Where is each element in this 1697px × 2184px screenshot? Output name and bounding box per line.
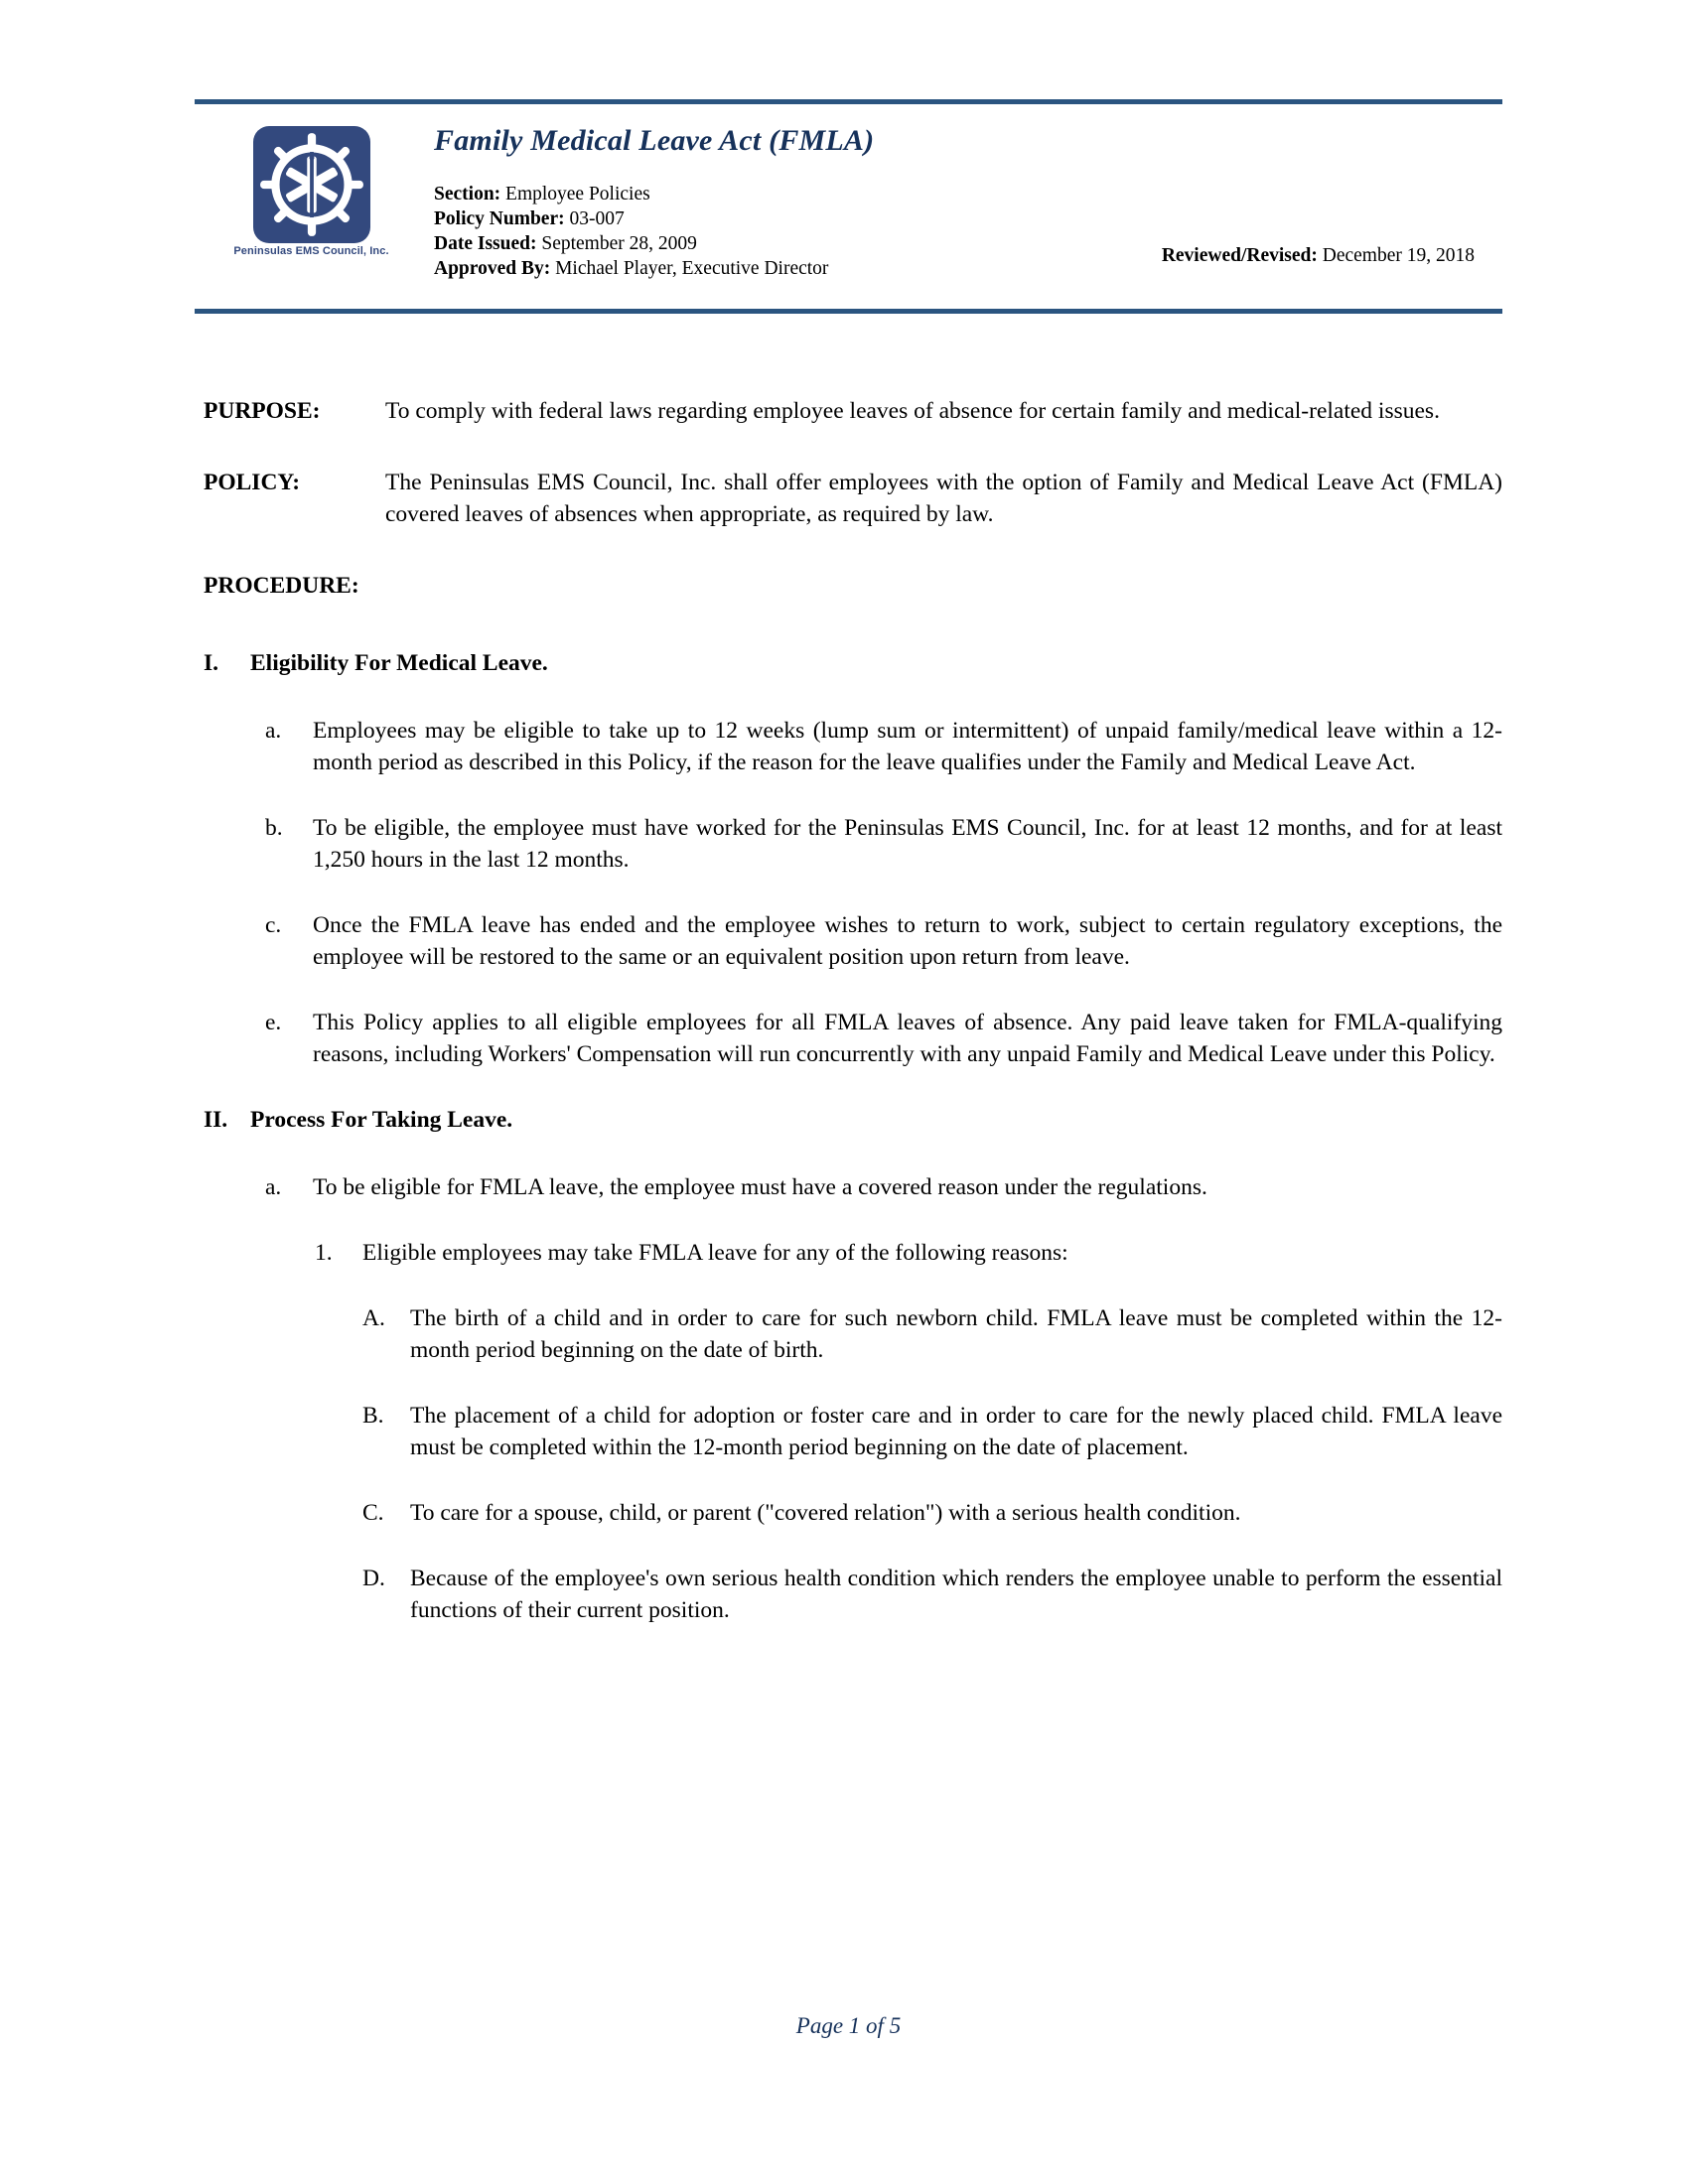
policy-label: POLICY: xyxy=(204,470,301,495)
list-item-2a1 xyxy=(315,1237,1504,1269)
header-bottom-rule xyxy=(195,309,1502,314)
procedure-heading: PROCEDURE: xyxy=(204,573,359,599)
section-1-title: Eligibility For Medical Leave. xyxy=(250,650,548,676)
section-heading-2 xyxy=(204,1104,1504,1136)
list-item-D-text: Because of the employee's own serious health condition which renders the employee unable to perform the essential functions of their current position. xyxy=(410,1566,1502,1623)
list-item-1b-marker: b. xyxy=(265,815,283,841)
logo-caption: Peninsulas EMS Council, Inc. xyxy=(233,245,389,257)
list-item-2a-marker: a. xyxy=(265,1174,282,1200)
list-item-A-text: The birth of a child and in order to care for such newborn child. FMLA leave must be completed within the 12-month period beginning on the date of birth. xyxy=(410,1305,1502,1363)
document-header xyxy=(195,99,1502,314)
page-footer: Page 1 of 5 xyxy=(795,2013,902,2038)
meta-section-value: Employee Policies xyxy=(505,184,650,205)
policy-text: The Peninsulas EMS Council, Inc. shall offer employees with the option of Family and Medical Leave Act (FMLA) covered leaves of absences when appropriate, as required by law. xyxy=(385,470,1502,527)
section-heading-1 xyxy=(204,647,1504,679)
list-item-B-marker: B. xyxy=(362,1403,384,1429)
header-content xyxy=(195,104,1502,309)
list-item-2a xyxy=(265,1171,1504,1203)
meta-policy-number-value: 03-007 xyxy=(569,208,625,229)
policy-section xyxy=(204,467,1504,530)
list-item-A-marker: A. xyxy=(362,1305,385,1331)
organization-logo xyxy=(224,120,398,257)
list-item-D-marker: D. xyxy=(362,1566,385,1591)
ships-wheel-star-of-life-icon xyxy=(253,126,370,243)
meta-policy-number-label: Policy Number: xyxy=(434,208,565,229)
meta-reviewed-revised-value: December 19, 2018 xyxy=(1322,245,1475,266)
list-item-1a-marker: a. xyxy=(265,718,282,744)
list-item-1a xyxy=(265,715,1504,778)
list-item-1e-text: This Policy applies to all eligible employees for all FMLA leaves of absence. Any paid leave taken for FMLA-qualifying reasons, including Workers' Compensation will run concurrently with any unpaid Family and Medical Leave under this Policy. xyxy=(313,1010,1502,1067)
meta-date-issued-value: September 28, 2009 xyxy=(541,233,697,254)
meta-reviewed-revised xyxy=(1162,245,1475,267)
list-item-B xyxy=(362,1400,1504,1463)
list-item-2a-text: To be eligible for FMLA leave, the employee must have a covered reason under the regulations. xyxy=(313,1174,1207,1200)
list-item-1b-text: To be eligible, the employee must have worked for the Peninsulas EMS Council, Inc. for at least 12 months, and for at least 1,250 hours in the last 12 months. xyxy=(313,815,1502,873)
meta-approved-by-value: Michael Player, Executive Director xyxy=(555,258,829,279)
list-item-2a1-text: Eligible employees may take FMLA leave for any of the following reasons: xyxy=(362,1240,1068,1266)
list-item-B-text: The placement of a child for adoption or foster care and in order to care for the newly placed child. FMLA leave must be completed within the 12-month period beginning on the date of placement. xyxy=(410,1403,1502,1460)
list-item-C xyxy=(362,1497,1504,1529)
meta-policy-number xyxy=(434,206,1502,231)
list-item-1e-marker: e. xyxy=(265,1010,282,1035)
list-item-1c-marker: c. xyxy=(265,912,282,938)
section-2-number: II. xyxy=(204,1107,228,1133)
list-item-2a1-marker: 1. xyxy=(315,1240,333,1266)
meta-section xyxy=(434,182,1502,206)
document-body xyxy=(204,395,1504,1660)
purpose-label: PURPOSE: xyxy=(204,398,321,424)
meta-section-label: Section: xyxy=(434,184,501,205)
meta-reviewed-revised-label: Reviewed/Revised: xyxy=(1161,245,1318,266)
list-item-C-text: To care for a spouse, child, or parent ("covered relation") with a serious health condition. xyxy=(410,1500,1241,1526)
purpose-text: To comply with federal laws regarding employee leaves of absence for certain family and medical-related issues. xyxy=(385,398,1440,424)
list-item-A xyxy=(362,1302,1504,1366)
list-item-D xyxy=(362,1563,1504,1626)
list-item-1c-text: Once the FMLA leave has ended and the employee wishes to return to work, subject to certain regulatory exceptions, the employee will be restored to the same or an equivalent position upon return from leave. xyxy=(313,912,1502,970)
list-item-C-marker: C. xyxy=(362,1500,384,1526)
purpose-section xyxy=(204,395,1504,427)
meta-date-issued-label: Date Issued: xyxy=(434,233,537,254)
section-2-title: Process For Taking Leave. xyxy=(250,1107,513,1133)
list-item-1c xyxy=(265,909,1504,973)
meta-approved-by-label: Approved By: xyxy=(434,258,551,279)
list-item-1e xyxy=(265,1007,1504,1070)
list-item-1a-text: Employees may be eligible to take up to 12 weeks (lump sum or intermittent) of unpaid family/medical leave within a 12-month period as described in this Policy, if the reason for the leave qualifies under the Family and Medical Leave Act. xyxy=(313,718,1502,775)
section-1-number: I. xyxy=(204,650,219,676)
document-title: Family Medical Leave Act (FMLA) xyxy=(434,124,875,157)
list-item-1b xyxy=(265,812,1504,876)
